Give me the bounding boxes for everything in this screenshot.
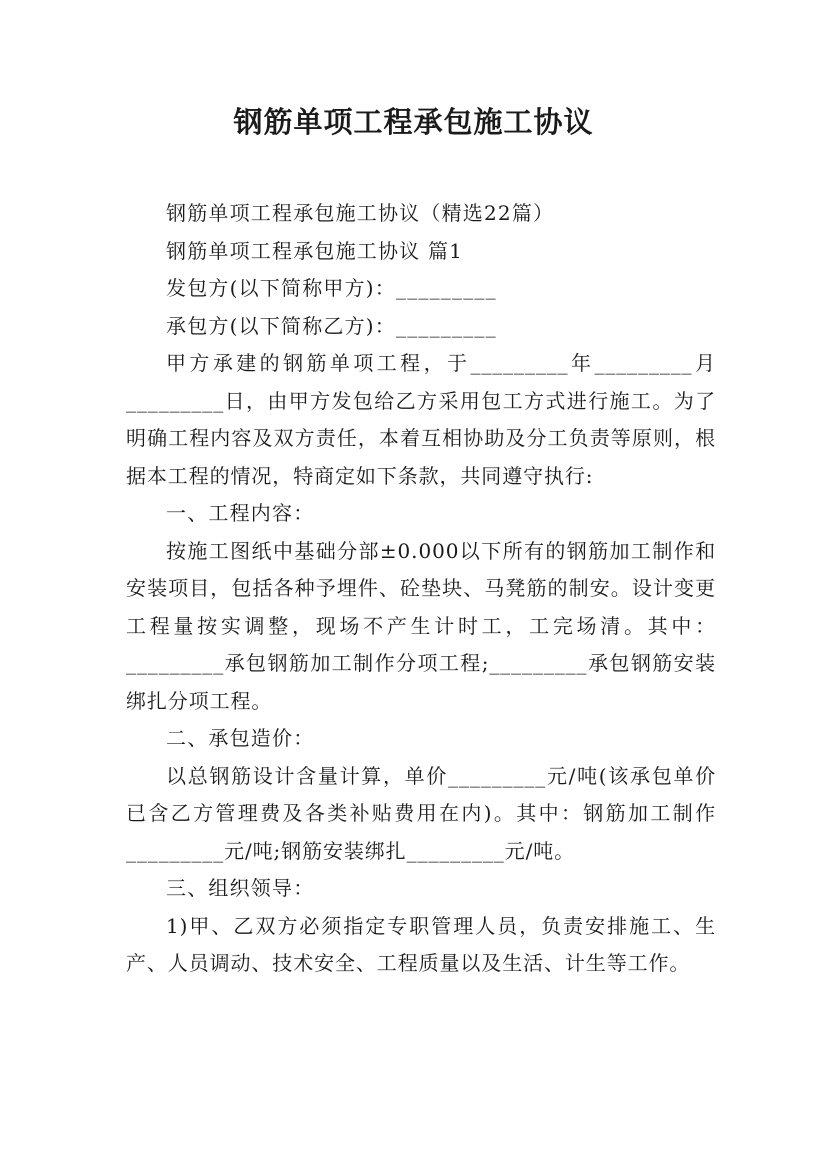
preamble-paragraph: 甲方承建的钢筋单项工程，于_________年_________月_________日，由甲方发包给乙方采用包工方式进行施工。为了明确工程内容及双方责任，本着互相协助及分工负责等原则，根据本工程的情况，特商定如下条款，共同遵守执行:: [126, 351, 716, 488]
section-heading-paragraph: 钢筋单项工程承包施工协议 篇1: [166, 238, 464, 263]
party-a-line: 发包方(以下简称甲方)：_________: [166, 276, 497, 300]
clause-body-2: 以总钢筋设计含量计算，单价_________元/吨(该承包单价已含乙方管理费及各类补贴费用在内)。其中：钢筋加工制作_________元/吨;钢筋安装绑扎_________元/吨。: [126, 763, 716, 863]
clause-heading-2: 二、承包造价：: [166, 726, 315, 750]
clause-heading-3: 三、组织领导：: [166, 876, 315, 900]
subtitle-paragraph: 钢筋单项工程承包施工协议（精选22篇）: [166, 201, 555, 225]
clause-heading-1: 一、工程内容：: [166, 501, 315, 525]
clause-body-3: 1)甲、乙双方必须指定专职管理人员，负责安排施工、生产、人员调动、技术安全、工程质量以及生活、计生等工作。: [126, 913, 716, 975]
party-b-line: 承包方(以下简称乙方)：_________: [166, 313, 497, 338]
document-body: [126, 195, 716, 983]
clause-body-1: 按施工图纸中基础分部±0.000以下所有的钢筋加工制作和安装项目，包括各种予埋件、砼垫块、马凳筋的制安。设计变更工程量按实调整，现场不产生计时工，工完场清。其中：_________承包钢筋加工制作分项工程;_________承包钢筋安装绑扎分项工程。: [126, 538, 716, 713]
document-title: 钢筋单项工程承包施工协议: [233, 105, 594, 139]
